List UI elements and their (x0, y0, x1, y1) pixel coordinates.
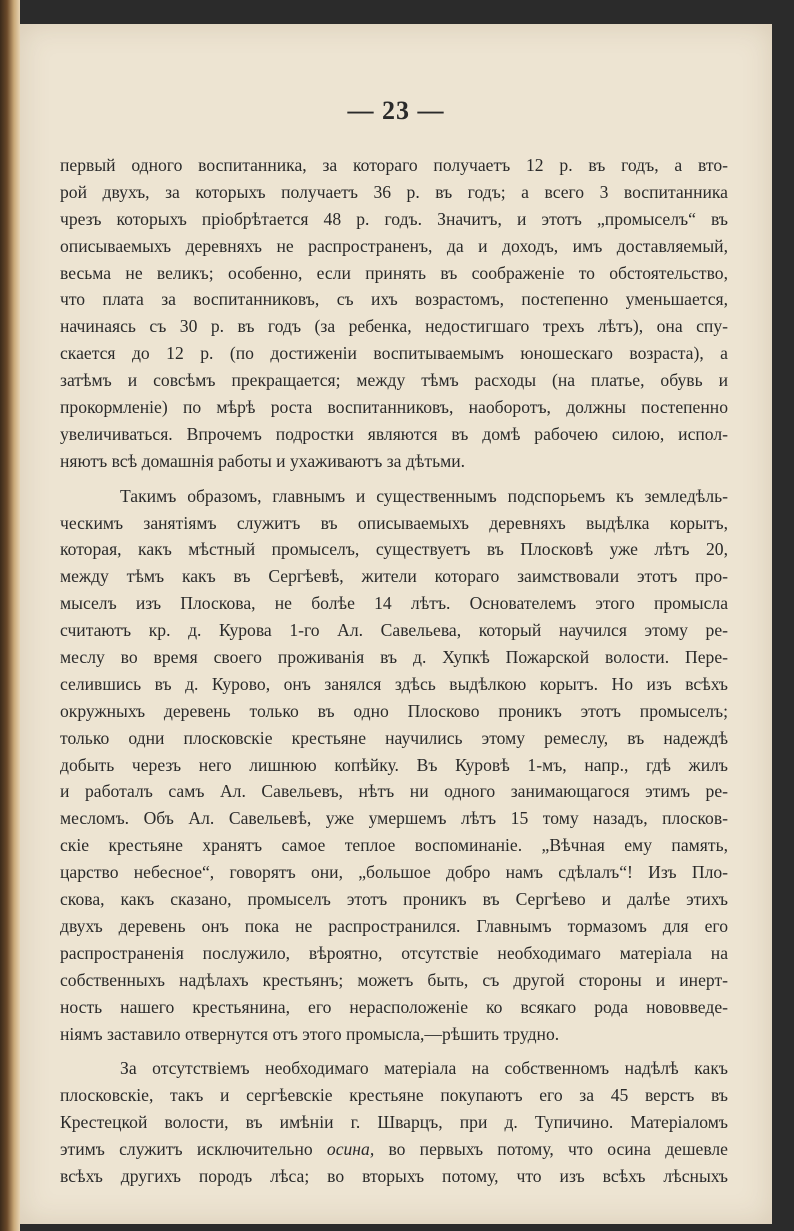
text-line: двухъ деревень онъ пока не распространился. Главнымъ тормазомъ для его (60, 915, 728, 936)
text-line: что плата за воспитанниковъ, съ ихъ возрастомъ, постепенно уменьшается, (60, 289, 728, 310)
text-line: мыселъ изъ Плоскова, не болѣе 14 лѣтъ. Основателемъ этого промысла (60, 593, 728, 614)
paragraph-1 (60, 152, 728, 475)
text-line: собственныхъ надѣлахъ крестьянъ; можетъ быть, съ другой стороны и инерт- (60, 969, 728, 990)
text-line: ніямъ заставило отвернутся отъ этого промысла,—рѣшить трудно. (60, 1023, 560, 1044)
book-page (20, 24, 772, 1224)
text-line: только одни плосковскіе крестьяне научились этому ремеслу, въ надеждѣ (60, 727, 728, 748)
text-line: плосковскіе, такъ и сергѣевскіе крестьяне покупаютъ его за 45 верстъ въ (60, 1085, 728, 1106)
text-line: первый одного воспитанника, за котораго получаетъ 12 р. въ годъ, а вто- (60, 155, 728, 175)
text-line: затѣмъ и совсѣмъ прекращается; между тѣмъ расходы (на платье, обувь и (60, 370, 728, 391)
text-line: и работалъ самъ Ал. Савельевъ, нѣтъ ни одного занимающагося этимъ ре- (60, 781, 728, 802)
text-line: распространенія послужило, вѣроятно, отсутствіе необходимаго матеріала на (60, 942, 728, 963)
text-line: которая, какъ мѣстный промыселъ, существуетъ въ Плосковѣ уже лѣтъ 20, (60, 539, 728, 560)
text-line: рой двухъ, за которыхъ получаетъ 36 р. въ годъ; а всего 3 воспитанника (60, 181, 728, 202)
text-line: прокормленіе) по мѣрѣ роста воспитанниковъ, наоборотъ, должны постепенно (60, 397, 728, 418)
text-line: окружныхъ деревень только въ одно Плосково проникъ этотъ промыселъ; (60, 700, 728, 721)
text-line: начинаясь съ 30 р. въ годъ (за ребенка, недостигшаго трехъ лѣтъ), она спу- (60, 316, 728, 337)
text-line: няютъ всѣ домашнія работы и ухаживаютъ за дѣтьми. (60, 450, 466, 471)
text-line: За отсутствіемъ необходимаго матеріала на собственномъ надѣлѣ какъ (120, 1058, 728, 1079)
emphasized-word: осина, (326, 1139, 375, 1160)
text-line: Такимъ образомъ, главнымъ и существеннымъ подспорьемъ къ земледѣль- (120, 485, 728, 506)
text-line: чрезъ которыхъ пріобрѣтается 48 р. годъ. Значитъ, и этотъ „промыселъ“ въ (60, 208, 728, 229)
text-line: месломъ. Объ Ал. Савельевѣ, уже умершемъ лѣтъ 15 тому назадъ, плосков- (60, 808, 728, 829)
text-line: описываемыхъ деревняхъ не распространенъ, да и доходъ, имъ доставляемый, (60, 235, 728, 256)
page-number: — 23 — (347, 96, 445, 125)
text-line: добыть черезъ него лишнюю копѣйку. Въ Куровѣ 1-мъ, напр., гдѣ жилъ (60, 754, 728, 775)
body-text (60, 152, 728, 1190)
text-line: скается до 12 р. (по достиженіи воспитываемымъ юношескаго возраста), а (60, 343, 728, 364)
text-line: скіе крестьяне хранятъ самое теплое воспоминаніе. „Вѣчная ему память, (60, 835, 728, 856)
text-line: царство небесное“, говорятъ они, „большое добро намъ сдѣлалъ“! Изъ Пло- (60, 862, 728, 883)
text-line: весьма не великъ; особенно, если принять въ соображеніе то обстоятельство, (60, 262, 728, 283)
paragraph-2 (60, 483, 728, 1048)
text-line: скова, какъ сказано, промыселъ этотъ проникъ въ Сергѣево и далѣе этихъ (60, 889, 728, 910)
text-line: Крестецкой волости, въ имѣніи г. Шварцъ, при д. Тупичино. Матеріаломъ (60, 1112, 728, 1133)
text-line: считаютъ кр. д. Курова 1-го Ал. Савельева, который научился этому ре- (60, 620, 728, 641)
text-line: ческимъ занятіямъ служитъ въ описываемыхъ деревняхъ выдѣлка корытъ, (60, 512, 728, 533)
text-line: селившись въ д. Курово, онъ занялся здѣсь выдѣлкою корытъ. Но изъ всѣхъ (60, 673, 728, 694)
text-line: всѣхъ другихъ породъ лѣса; во вторыхъ потому, что изъ всѣхъ лѣсныхъ (60, 1165, 728, 1186)
text-line-with-italic: этимъ служитъ исключительно осина, во первыхъ потому, что осина дешевле (60, 1139, 728, 1160)
text-line: увеличиваться. Впрочемъ подростки являются въ домѣ рабочею силою, испол- (60, 423, 728, 444)
paragraph-3 (60, 1055, 728, 1189)
text-line: меслу во время своего проживанія въ д. Хупкѣ Пожарской волости. Пере- (60, 647, 728, 668)
book-spine (0, 0, 20, 1231)
text-line: ность нашего крестьянина, его нерасположеніе ко всякаго рода нововведе- (60, 996, 728, 1017)
text-line: между тѣмъ какъ въ Сергѣевѣ, жители котораго заимствовали этотъ про- (60, 566, 728, 587)
